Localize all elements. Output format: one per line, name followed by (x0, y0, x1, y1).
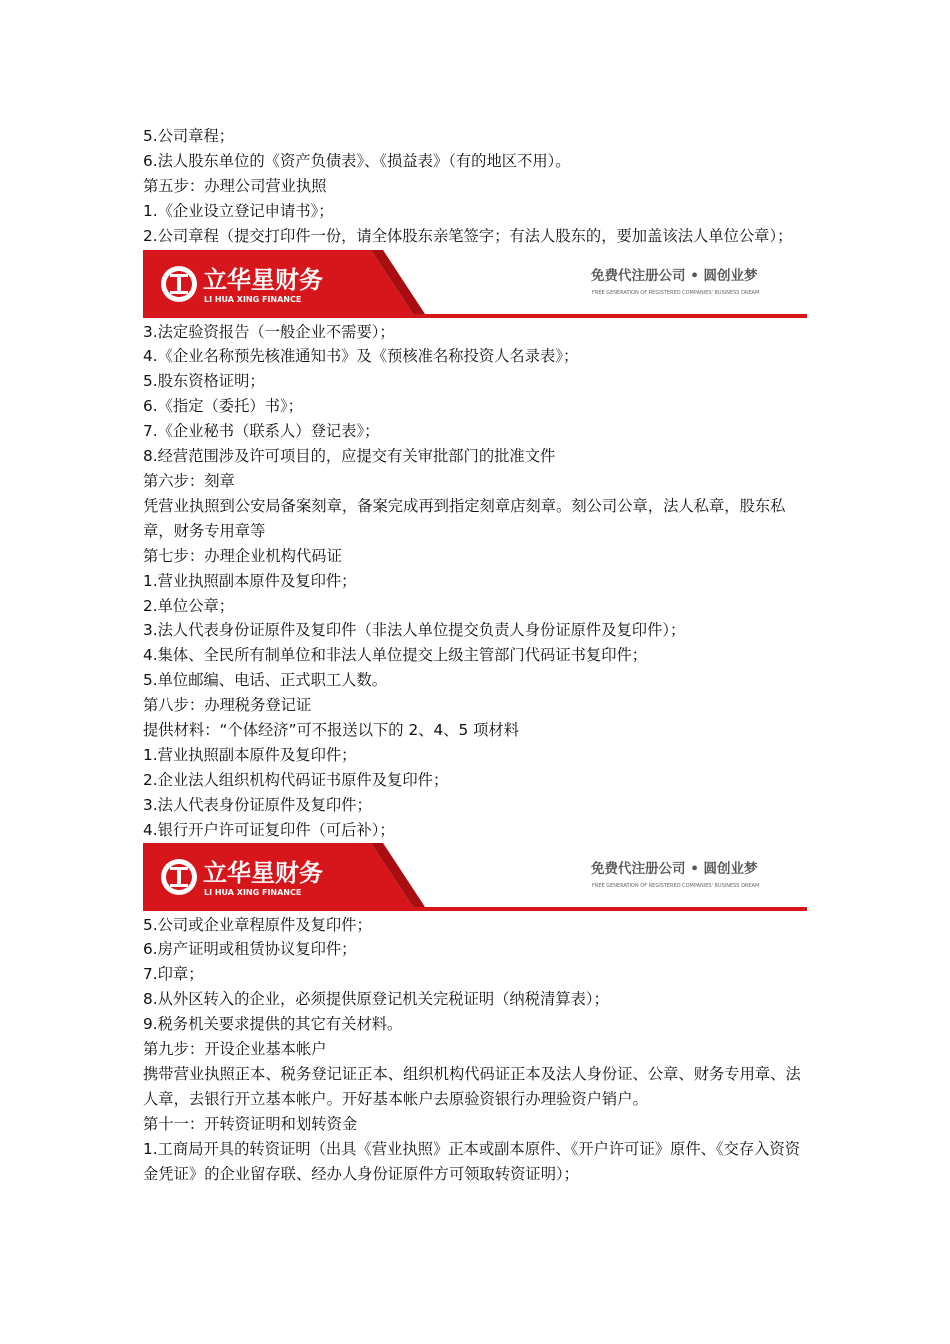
text-line: 1.营业执照副本原件及复印件； (143, 571, 357, 590)
text-line: 7.《企业秘书（联系人）登记表》； (143, 422, 380, 441)
text-line: 6.房产证明或租赁协议复印件； (143, 940, 357, 959)
text-block-2 (143, 320, 813, 843)
text-line: 第七步：办理企业机构代码证 (143, 546, 342, 565)
company-banner (143, 250, 807, 320)
text-line: 1.工商局开具的转资证明（出具《营业执照》正本或副本原件、《开户许可证》原件、《交存入资资金凭证》的企业留存联、经办人身份证原件方可领取转资证明）； (143, 1139, 801, 1183)
text-line: 第五步：办理公司营业执照 (143, 176, 327, 195)
text-line: 8.从外区转入的企业，必须提供原登记机关完税证明（纳税清算表）； (143, 990, 609, 1009)
text-line: 第十一：开转资证明和划转资金 (143, 1114, 358, 1133)
text-line: 5.公司或企业章程原件及复印件； (143, 915, 372, 934)
slogan: 免费代注册公司 • 圆创业梦 (591, 267, 758, 284)
text-line: 4.银行开户许可证复印件（可后补）； (143, 820, 395, 839)
brand-english: LI HUA XING FINANCE (204, 887, 302, 897)
logo-icon (161, 266, 197, 302)
brand-name: 立华星财务 (203, 265, 323, 294)
text-line: 携带营业执照正本、税务登记证正本、组织机构代码证正本及法人身份证、公章、财务专用章、法人章，去银行开立基本帐户。开好基本帐户去原验资银行办理验资户销户。 (143, 1065, 801, 1108)
text-line: 9.税务机关要求提供的其它有关材料。 (143, 1015, 403, 1034)
text-block-3 (143, 913, 813, 1187)
banner-graphic (143, 843, 807, 913)
text-line: 提供材料：“个体经济”可不报送以下的 2、4、5 项材料 (143, 721, 520, 740)
text-line: 2.企业法人组织机构代码证书原件及复印件； (143, 770, 449, 789)
logo-icon (161, 859, 197, 895)
text-line: 5.公司章程； (143, 127, 235, 145)
document-page (143, 124, 813, 1187)
text-line: 5.单位邮编、电话、正式职工人数。 (143, 671, 388, 690)
text-line: 第九步：开设企业基本帐户 (143, 1040, 327, 1059)
text-line: 2.单位公章； (143, 596, 235, 615)
slogan-english: FREE GENERATION OF REGISTERED COMPANIES' BUSINESS DREAM (592, 289, 760, 296)
text-line: 凭营业执照到公安局备案刻章，备案完成再到指定刻章店刻章。刻公司公章，法人私章，股东私章，财务专用章等 (143, 496, 786, 540)
slogan-english: FREE GENERATION OF REGISTERED COMPANIES' BUSINESS DREAM (592, 882, 760, 889)
brand-name: 立华星财务 (203, 858, 323, 887)
brand-english: LI HUA XING FINANCE (204, 294, 302, 304)
text-line: 1.《企业设立登记申请书》； (143, 201, 334, 220)
slogan: 免费代注册公司 • 圆创业梦 (591, 860, 758, 877)
text-line: 第六步：刻章 (143, 471, 235, 490)
text-line: 5.股东资格证明； (143, 372, 265, 391)
banner-graphic (143, 250, 807, 320)
text-line: 1.营业执照副本原件及复印件； (143, 745, 357, 764)
text-line: 6.《指定（委托）书》； (143, 397, 303, 416)
text-line: 2.公司章程（提交打印件一份，请全体股东亲笔签字；有法人股东的，要加盖该法人单位公章）； (143, 226, 793, 245)
text-line: 4.《企业名称预先核准通知书》及《预核准名称投资人名录表》； (143, 347, 579, 366)
company-banner (143, 843, 807, 913)
text-line: 7.印章； (143, 965, 204, 984)
text-line: 8.经营范围涉及许可项目的，应提交有关审批部门的批准文件 (143, 447, 556, 466)
text-line: 3.法人代表身份证原件及复印件（非法人单位提交负责人身份证原件及复印件）； (143, 621, 686, 640)
text-line: 3.法人代表身份证原件及复印件； (143, 795, 372, 814)
text-line: 3.法定验资报告（一般企业不需要）； (143, 322, 395, 341)
text-line: 第八步：办理税务登记证 (143, 696, 312, 715)
text-line: 4.集体、全民所有制单位和非法人单位提交上级主管部门代码证书复印件； (143, 646, 648, 665)
text-line: 6.法人股东单位的《资产负债表》、《损益表》（有的地区不用）。 (143, 151, 571, 170)
text-block-1 (143, 124, 813, 249)
